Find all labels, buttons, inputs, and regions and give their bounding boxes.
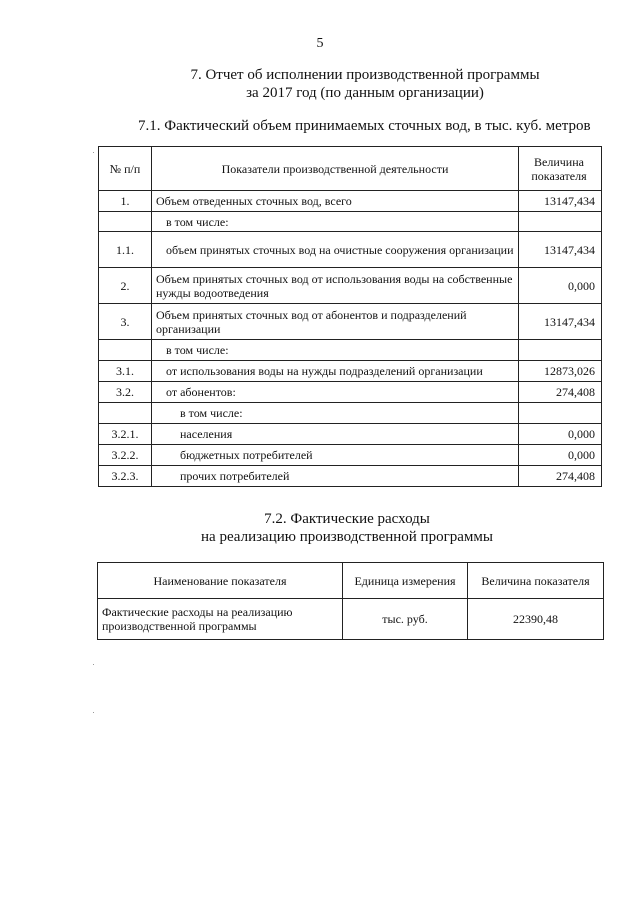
section-7-2-title-line1: 7.2. Фактические расходы xyxy=(264,511,430,527)
row-value xyxy=(519,403,602,424)
table-row xyxy=(99,268,602,304)
row-num: 3.1. xyxy=(99,361,152,382)
row-name: населения xyxy=(152,424,519,445)
table-row xyxy=(99,445,602,466)
header-indicator-name: Наименование показателя xyxy=(98,563,343,599)
row-name: прочих потребителей xyxy=(152,466,519,487)
row-unit: тыс. руб. xyxy=(343,599,468,640)
table-row xyxy=(99,191,602,212)
table-row xyxy=(99,466,602,487)
section-7-2-title-line2: на реализацию производственной программы xyxy=(201,529,493,545)
row-num xyxy=(99,340,152,361)
header-value: Величина показателя xyxy=(519,147,602,191)
row-name: Объем принятых сточных вод от абонентов и подразделений организации xyxy=(152,304,519,340)
row-num xyxy=(99,403,152,424)
table-row xyxy=(98,599,604,640)
header-num: № п/п xyxy=(99,147,152,191)
scan-speck xyxy=(93,664,94,665)
row-num: 2. xyxy=(99,268,152,304)
row-value: 0,000 xyxy=(519,445,602,466)
page-number: 5 xyxy=(316,36,324,51)
row-value: 0,000 xyxy=(519,268,602,304)
section-7-2-heading xyxy=(27,510,640,546)
row-num: 3. xyxy=(99,304,152,340)
row-num: 3.2. xyxy=(99,382,152,403)
row-value: 274,408 xyxy=(519,466,602,487)
row-num: 3.2.2. xyxy=(99,445,152,466)
row-value: 22390,48 xyxy=(468,599,604,640)
table-header-row xyxy=(98,563,604,599)
row-name: бюджетных потребителей xyxy=(152,445,519,466)
wastewater-volume-table xyxy=(98,146,602,487)
row-name: Фактические расходы на реализацию производственной программы xyxy=(98,599,343,640)
table-header-row xyxy=(99,147,602,191)
table-row xyxy=(99,212,602,232)
row-value: 13147,434 xyxy=(519,304,602,340)
table-row xyxy=(99,304,602,340)
header-indicator: Показатели производственной деятельности xyxy=(152,147,519,191)
row-num: 1. xyxy=(99,191,152,212)
table-row xyxy=(99,382,602,403)
table-row xyxy=(99,403,602,424)
row-value xyxy=(519,340,602,361)
scan-speck xyxy=(93,152,94,153)
section-7-title-line1: 7. Отчет об исполнении производственной программы xyxy=(190,67,540,83)
row-num: 3.2.1. xyxy=(99,424,152,445)
row-name: в том числе: xyxy=(152,212,519,232)
row-name: от абонентов: xyxy=(152,382,519,403)
row-num xyxy=(99,212,152,232)
row-value: 13147,434 xyxy=(519,191,602,212)
row-num: 3.2.3. xyxy=(99,466,152,487)
row-value xyxy=(519,212,602,232)
row-name: объем принятых сточных вод на очистные сооружения организации xyxy=(152,232,519,268)
row-num: 1.1. xyxy=(99,232,152,268)
section-7-heading xyxy=(45,66,640,102)
header-value: Величина показателя xyxy=(468,563,604,599)
expenses-table xyxy=(97,562,604,640)
row-value: 274,408 xyxy=(519,382,602,403)
row-value: 13147,434 xyxy=(519,232,602,268)
table-row xyxy=(99,232,602,268)
row-name: в том числе: xyxy=(152,403,519,424)
table-row xyxy=(99,424,602,445)
table-row xyxy=(99,361,602,382)
table-row xyxy=(99,340,602,361)
row-name: Объем принятых сточных вод от использования воды на собственные нужды водоотведения xyxy=(152,268,519,304)
header-unit: Единица измерения xyxy=(343,563,468,599)
row-name: Объем отведенных сточных вод, всего xyxy=(152,191,519,212)
row-name: в том числе: xyxy=(152,340,519,361)
row-value: 0,000 xyxy=(519,424,602,445)
section-7-1-title: 7.1. Фактический объем принимаемых сточных вод, в тыс. куб. метров xyxy=(138,118,591,134)
row-value: 12873,026 xyxy=(519,361,602,382)
scan-speck xyxy=(93,712,94,713)
row-name: от использования воды на нужды подразделений организации xyxy=(152,361,519,382)
section-7-title-line2: за 2017 год (по данным организации) xyxy=(246,85,484,101)
